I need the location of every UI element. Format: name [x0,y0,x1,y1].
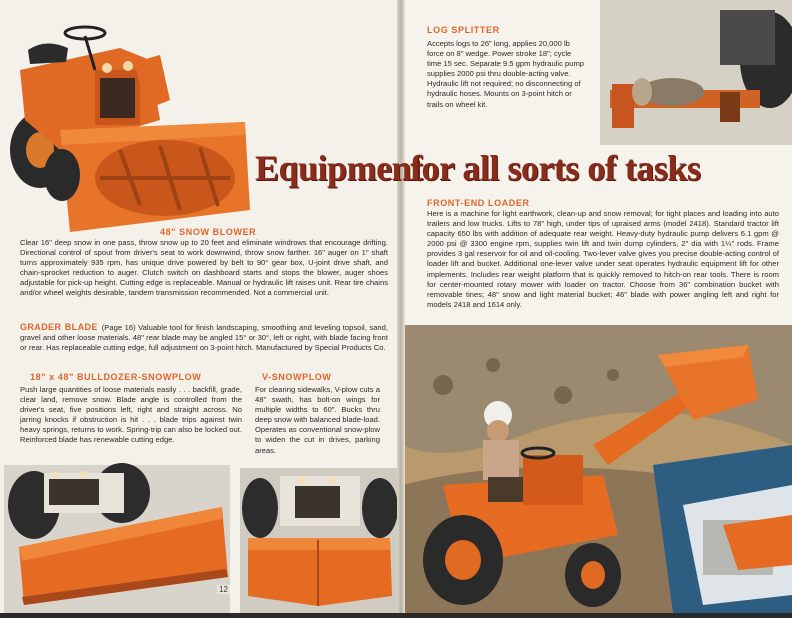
headline-right: for all sorts of tasks [410,148,701,188]
front-end-loader-photo [403,325,792,613]
tractor-snow-blower-photo [0,0,255,235]
log-splitter-title: LOG SPLITTER [427,25,500,35]
bulldozer-text: Push large quantities of loose materials easily . . . backfill, grade, clear land, remove snow. Blade angle is controlled from the driver's seat, five positions left, right and straight across. No jarring knocks if obstruction is hit . . . blade trips against twin heavy springs, returns to work. Spring-trip can also be locked out. Reinforced blade has renewable cutting edge. [20,385,242,445]
bulldozer-title: 18" x 48" BULLDOZER-SNOWPLOW [30,372,202,382]
v-snowplow-title: V-SNOWPLOW [262,372,332,382]
right-page [400,0,792,613]
page-number: 12 [219,585,228,594]
grader-blade-title: GRADER BLADE [20,322,98,332]
headline-left: Equipment [255,148,423,188]
v-snowplow-photo [240,468,398,613]
front-end-loader-title: FRONT-END LOADER [427,198,530,208]
v-snowplow-text: For clearing sidewalks, V-plow cuts a 48" swath, has bolt-on wings for multiple widths to 60". Bucks thru deep snow with balanced blade-load. Operates as conventional snow-plow to widen the cut in drives, parking areas. [255,385,380,455]
grader-blade-paragraph [20,322,388,353]
bulldozer-snowplow-photo [4,465,230,613]
snow-blower-text: Clear 16" deep snow in one pass, throw snow up to 20 feet and eliminate windrows that encourage drifting. Directional control of spout from driver's seat to work downwind, throw snow farther. 16" auger on 1" shaft turns approximately 935 rpm, has unique drive powered by belt to 90° gear box, U-joint drive shaft, and chain-sprocket reduction to auger. Clutch switch on dashboard starts and stops the blower, auger shoes adjustable for pick-up height. Cutting edge is replaceable. Manual or hydraulic lift raises unit. Rear tire chains and/or wheel weights desirable, tandem transmission recommended. Not a commercial unit. [20,238,388,298]
log-splitter-photo [600,0,792,145]
grader-blade-text: (Page 16) Valuable tool for finish landscaping, smoothing and leveling topsoil, sand, gravel and other loose materials. 48" rear blade may be angled 15° or 30°, left or right, with blade facing front or rear. Has replaceable cutting edge, full adjustment on 3-point hitch. Manufactured by Special Products Co. [20,323,388,353]
log-splitter-text: Accepts logs to 26" long, applies 20,000 lb force on 8" wedge. Power stroke 18"; cycle time 15 sec. Separate 9.5 gpm hydraulic pump supplies 2000 psi thru double-acting valve. Hydraulic lift not required; no disconnecting of hydraulic hoses. Mounts on 3-point hitch or trails on wheel kit. [427,39,585,109]
snow-blower-title: 48" SNOW BLOWER [160,227,257,237]
front-end-loader-text: Here is a machine for light earthwork, clean-up and snow removal; for tight places and loading into auto trailers and low trucks. Lifts to 78" high, under tips of upraised arms (model 2418). Standard tractor lift capacity 650 lbs with addition of adequate rear weight. Heavy-duty hydraulic pump delivers 6.1 gpm @ 2000 psi @ 3300 engine rpm, supplies twin lift and twin dump cylinders, 2" dia with 1¼" rods. Frame provides 3 gal reservoir for oil and oil-cooling. Two-lever valve gives you precise double-acting control of loader lift and bucket. Additional one-lever valve under seat operates hydraulic equipment lift for other implements. Includes rear weight platform that is quickly removed to hitch-on rear tools. There is room for center-mounted rotary mower with loader on tractor. Choose from 36" combination bucket with removable tines; 48" snow and light material bucket; 46" blade with power angling left and right for models 2418 and 1614 only. [427,209,779,309]
page-gutter [397,0,405,613]
